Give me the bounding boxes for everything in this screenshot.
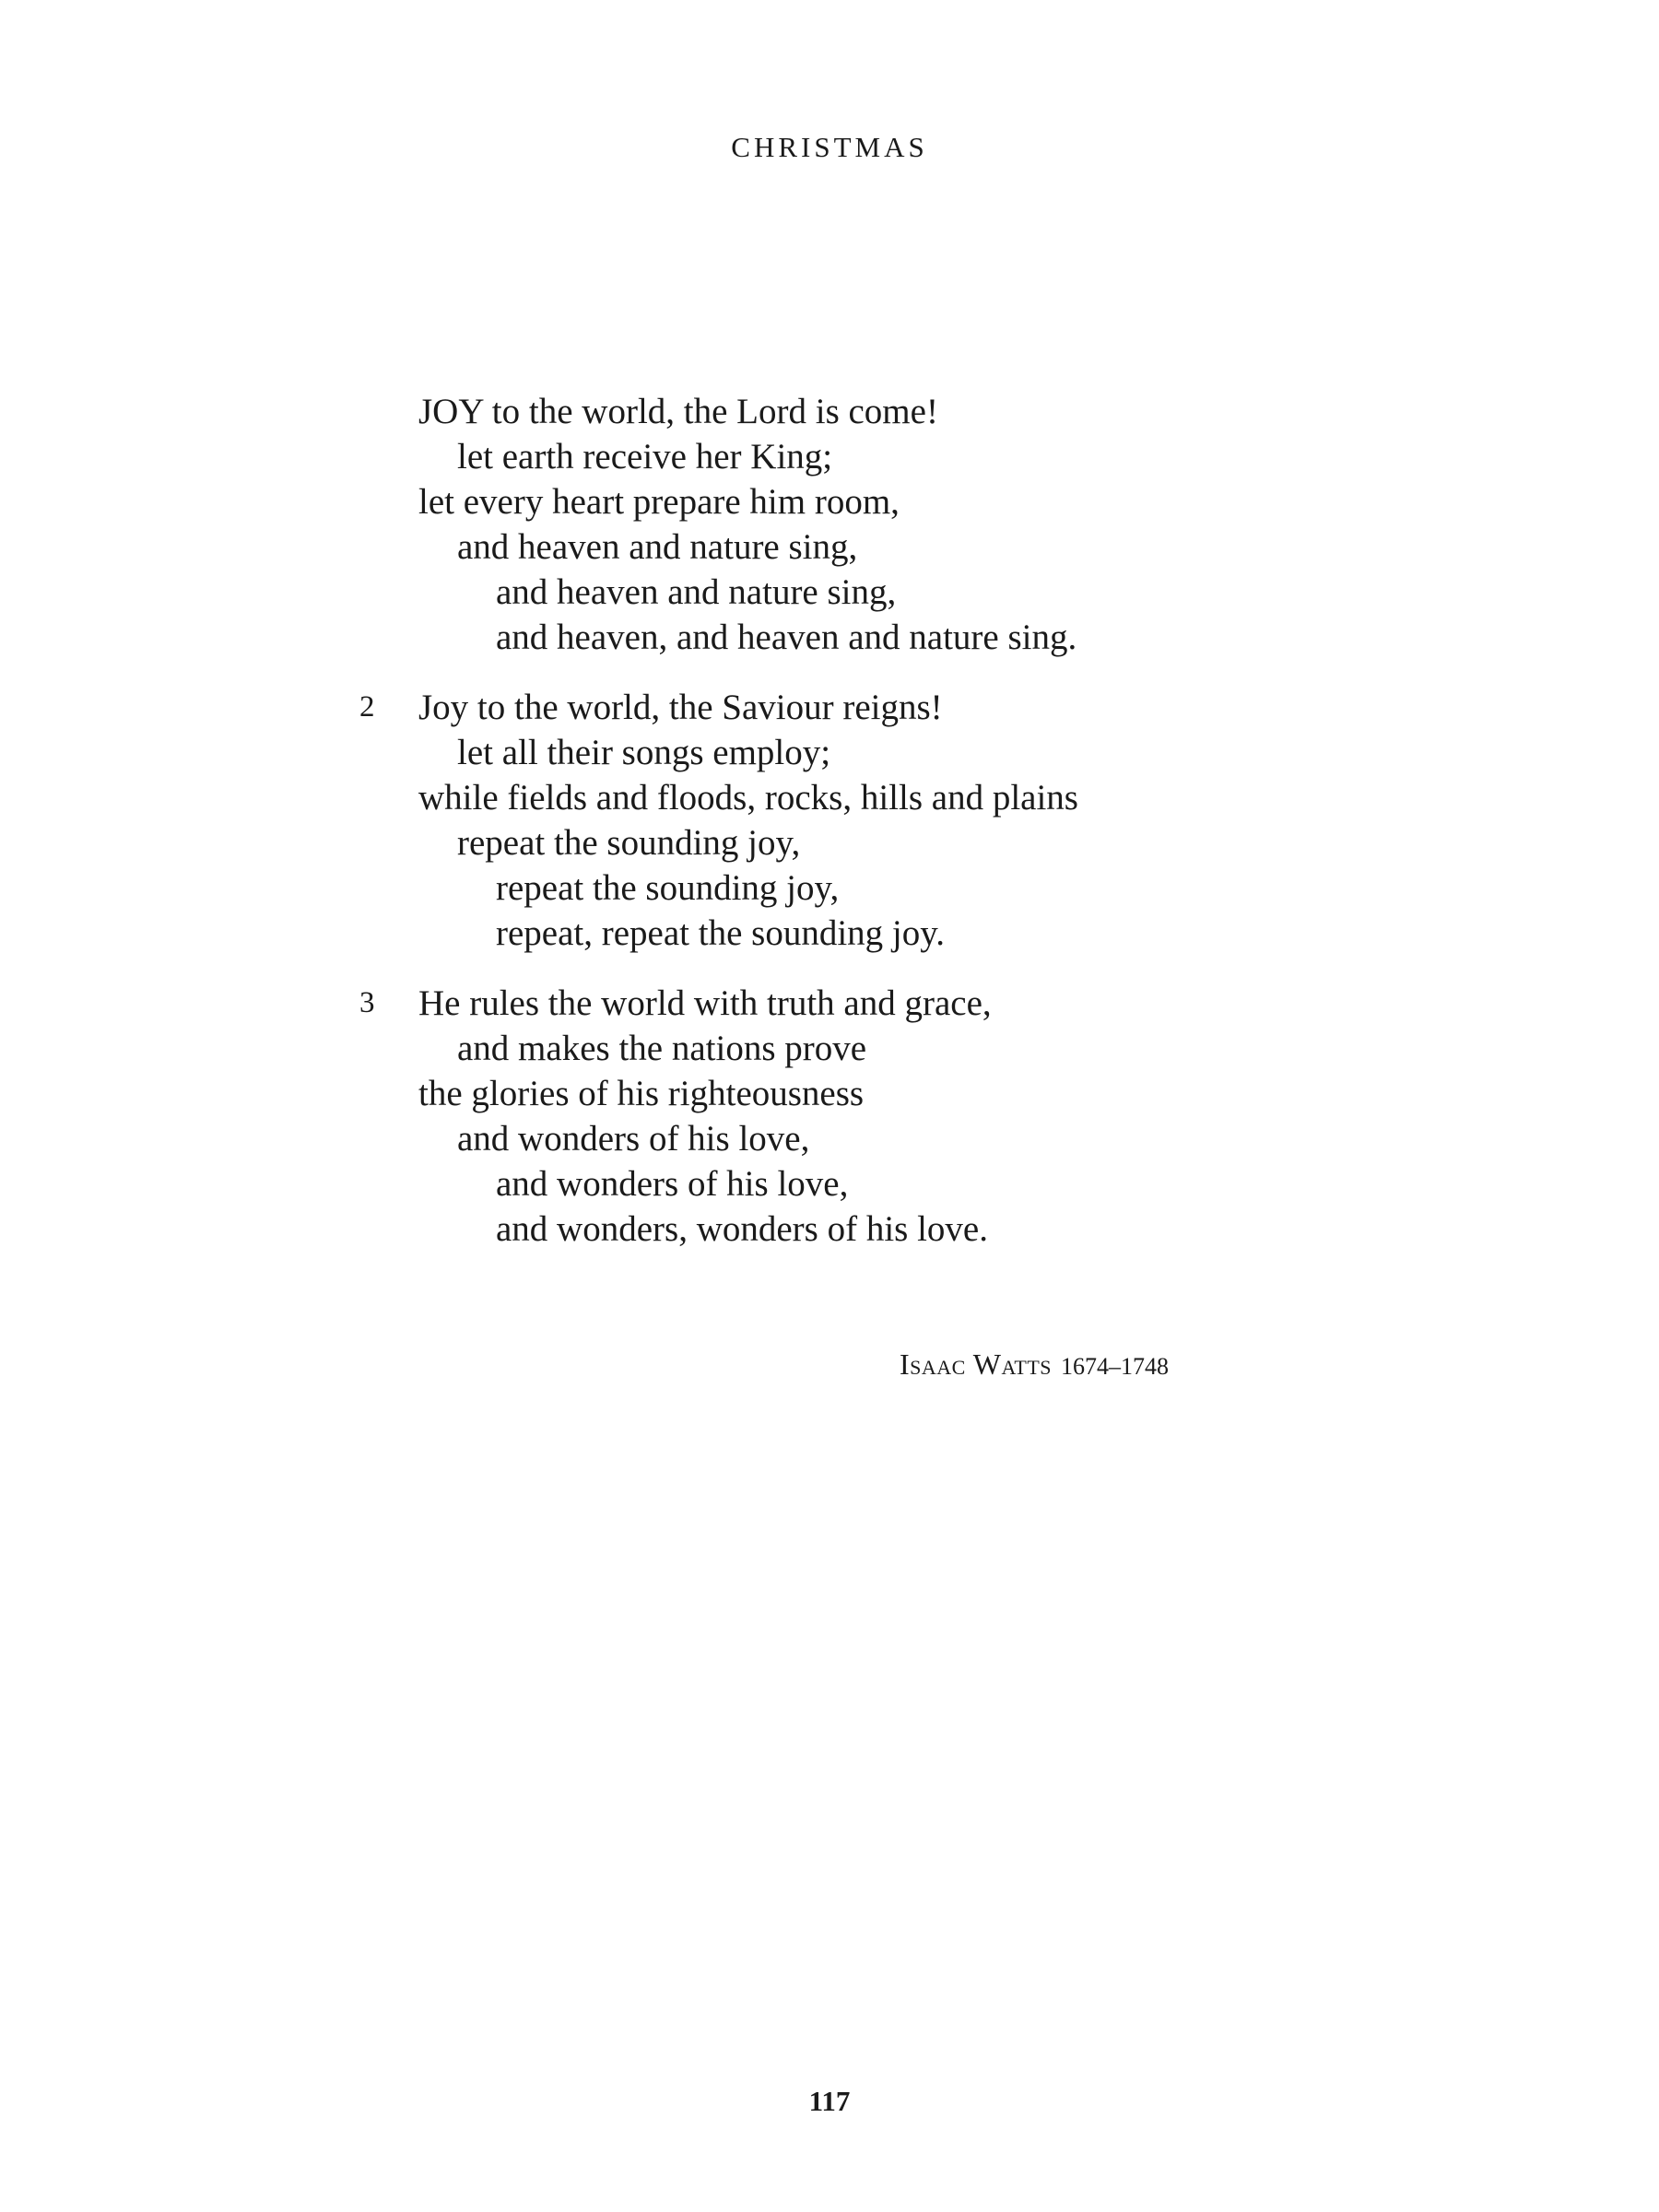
- verse-line: let earth receive her King;: [457, 437, 833, 477]
- verse-line: let all their songs employ;: [457, 733, 831, 772]
- author-name: Isaac Watts: [900, 1347, 1053, 1381]
- page-number: 117: [808, 2085, 851, 2117]
- verse-line: and heaven and nature sing,: [457, 527, 858, 567]
- verse-line: repeat the sounding joy,: [457, 823, 801, 863]
- running-head: CHRISTMAS: [731, 131, 928, 163]
- verse-line: and wonders, wonders of his love.: [496, 1209, 988, 1249]
- verse-line: He rules the world with truth and grace,: [418, 983, 992, 1023]
- verse-line: and heaven, and heaven and nature sing.: [496, 618, 1077, 657]
- verse-line: and wonders of his love,: [496, 1164, 849, 1204]
- verse-1: [359, 389, 1300, 660]
- verse-line: and heaven and nature sing,: [496, 572, 897, 612]
- verse-line: and wonders of his love,: [457, 1119, 810, 1159]
- hymn-text: [359, 389, 1300, 1277]
- verse-line: Joy to the world, the Saviour reigns!: [418, 688, 943, 727]
- author-dates: 1674–1748: [1061, 1353, 1170, 1380]
- verse-number: 2: [359, 690, 375, 724]
- verse-number: 3: [359, 986, 375, 1019]
- verse-2: [359, 685, 1300, 956]
- verse-line: JOY to the world, the Lord is come!: [418, 392, 938, 431]
- verse-line: repeat the sounding joy,: [496, 868, 840, 908]
- attribution: [900, 1346, 1169, 1385]
- verse-line: while fields and floods, rocks, hills and plains: [418, 778, 1078, 818]
- verse-line: and makes the nations prove: [457, 1029, 867, 1068]
- verse-line: repeat, repeat the sounding joy.: [496, 913, 945, 953]
- verse-3: [359, 981, 1300, 1252]
- verse-line: the glories of his righteousness: [418, 1074, 865, 1113]
- verse-line: let every heart prepare him room,: [418, 482, 900, 522]
